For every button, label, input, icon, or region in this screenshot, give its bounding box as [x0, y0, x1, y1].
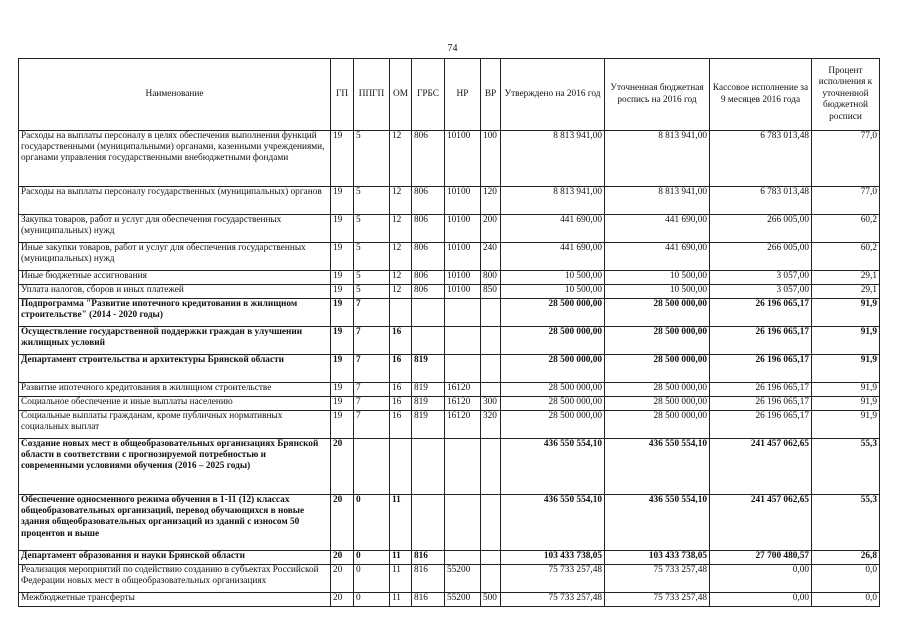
cell-gp: 19: [331, 383, 354, 397]
cell-grbs: 806: [412, 243, 445, 271]
cell-vr: [481, 355, 501, 383]
cell-vr: 200: [481, 215, 501, 243]
cell-refined: 28 500 000,00: [605, 355, 710, 383]
cell-cash: 266 005,00: [710, 243, 812, 271]
cell-om: 12: [390, 131, 412, 187]
cell-grbs: 806: [412, 271, 445, 285]
cell-cash: 241 457 062,65: [710, 495, 812, 551]
cell-cash: 26 196 065,17: [710, 383, 812, 397]
cell-refined: 8 813 941,00: [605, 131, 710, 187]
cell-percent: 91,9: [812, 299, 880, 327]
cell-vr: 100: [481, 131, 501, 187]
cell-grbs: 816: [412, 565, 445, 593]
cell-approved: 28 500 000,00: [501, 327, 605, 355]
cell-ppgp: 5: [354, 215, 390, 243]
cell-ppgp: 0: [354, 593, 390, 607]
cell-vr: [481, 551, 501, 565]
cell-vr: [481, 299, 501, 327]
cell-grbs: 819: [412, 383, 445, 397]
cell-ppgp: 7: [354, 397, 390, 411]
cell-cash: 26 196 065,17: [710, 327, 812, 355]
cell-cash: 3 057,00: [710, 271, 812, 285]
table-row: [19, 327, 880, 355]
cell-cash: 0,00: [710, 565, 812, 593]
cell-percent: 91,9: [812, 327, 880, 355]
cell-refined: 436 550 554,10: [605, 495, 710, 551]
cell-vr: 800: [481, 271, 501, 285]
cell-name: Подпрограмма "Развитие ипотечного кредитования в жилищном строительстве" (2014 - 2020 годы): [19, 299, 331, 327]
table-row: [19, 383, 880, 397]
cell-percent: 91,9: [812, 411, 880, 439]
cell-om: 12: [390, 285, 412, 299]
budget-execution-table: [18, 58, 880, 607]
cell-np: 55200: [445, 565, 481, 593]
cell-cash: 3 057,00: [710, 285, 812, 299]
cell-name: Межбюджетные трансферты: [19, 593, 331, 607]
cell-approved: 441 690,00: [501, 215, 605, 243]
table-row: [19, 285, 880, 299]
cell-name: Социальные выплаты гражданам, кроме публичных нормативных социальных выплат: [19, 411, 331, 439]
cell-np: 16120: [445, 383, 481, 397]
cell-grbs: 806: [412, 131, 445, 187]
cell-om: 16: [390, 355, 412, 383]
cell-np: [445, 299, 481, 327]
cell-np: 16120: [445, 397, 481, 411]
cell-np: [445, 495, 481, 551]
page-number: 74: [447, 43, 458, 54]
cell-approved: 436 550 554,10: [501, 439, 605, 495]
cell-approved: 10 500,00: [501, 271, 605, 285]
cell-ppgp: 5: [354, 285, 390, 299]
cell-grbs: 819: [412, 397, 445, 411]
cell-name: Иные закупки товаров, работ и услуг для обеспечения государственных (муниципальных) нужд: [19, 243, 331, 271]
cell-name: Реализация мероприятий по содействию созданию в субъектах Российской Федерации новых мест в общеобразовательных организациях: [19, 565, 331, 593]
cell-name: Департамент строительства и архитектуры Брянской области: [19, 355, 331, 383]
cell-refined: 28 500 000,00: [605, 397, 710, 411]
cell-vr: [481, 383, 501, 397]
cell-approved: 28 500 000,00: [501, 355, 605, 383]
cell-grbs: 816: [412, 593, 445, 607]
cell-percent: 77,0: [812, 187, 880, 215]
cell-refined: 10 500,00: [605, 285, 710, 299]
cell-approved: 441 690,00: [501, 243, 605, 271]
cell-grbs: 819: [412, 355, 445, 383]
cell-grbs: 806: [412, 187, 445, 215]
cell-om: [390, 299, 412, 327]
cell-percent: 55,3: [812, 439, 880, 495]
cell-gp: 20: [331, 439, 354, 495]
cell-np: 10100: [445, 243, 481, 271]
header-percent: Процент исполнения к уточненной бюджетной росписи: [812, 59, 880, 131]
cell-np: 10100: [445, 271, 481, 285]
cell-cash: 0,00: [710, 593, 812, 607]
cell-gp: 19: [331, 187, 354, 215]
cell-cash: 6 783 013,48: [710, 187, 812, 215]
header-grbs: ГРБС: [412, 59, 445, 131]
cell-gp: 19: [331, 215, 354, 243]
cell-om: 11: [390, 565, 412, 593]
cell-om: 12: [390, 271, 412, 285]
cell-om: 16: [390, 411, 412, 439]
cell-vr: 320: [481, 411, 501, 439]
cell-name: Закупка товаров, работ и услуг для обеспечения государственных (муниципальных) нужд: [19, 215, 331, 243]
cell-ppgp: 5: [354, 131, 390, 187]
header-np: НР: [445, 59, 481, 131]
header-om: ОМ: [390, 59, 412, 131]
table-row: [19, 271, 880, 285]
cell-ppgp: 7: [354, 383, 390, 397]
header-name: Наименование: [19, 59, 331, 131]
cell-approved: 75 733 257,48: [501, 565, 605, 593]
header-refined: Уточненная бюджетная роспись на 2016 год: [605, 59, 710, 131]
cell-percent: 60,2: [812, 243, 880, 271]
cell-om: 11: [390, 495, 412, 551]
cell-gp: 19: [331, 397, 354, 411]
cell-percent: 29,1: [812, 271, 880, 285]
cell-name: Обеспечение односменного режима обучения в 1-11 (12) классах общеобразовательных организаций, перевод обучающихся в новые здания общеобразовательных организаций из зданий с износом 50 процентов и выше: [19, 495, 331, 551]
cell-ppgp: [354, 439, 390, 495]
cell-om: 16: [390, 327, 412, 355]
cell-ppgp: 0: [354, 495, 390, 551]
cell-refined: 10 500,00: [605, 271, 710, 285]
cell-grbs: 819: [412, 411, 445, 439]
cell-grbs: [412, 299, 445, 327]
cell-ppgp: 7: [354, 411, 390, 439]
cell-name: Социальное обеспечение и иные выплаты населению: [19, 397, 331, 411]
cell-np: 16120: [445, 411, 481, 439]
cell-vr: 500: [481, 593, 501, 607]
table-row: [19, 411, 880, 439]
cell-om: 12: [390, 215, 412, 243]
table-row: [19, 397, 880, 411]
cell-ppgp: 5: [354, 187, 390, 215]
cell-name: Развитие ипотечного кредитования в жилищном строительстве: [19, 383, 331, 397]
table-row: [19, 299, 880, 327]
header-vr: ВР: [481, 59, 501, 131]
cell-gp: 19: [331, 271, 354, 285]
cell-np: [445, 439, 481, 495]
cell-name: Уплата налогов, сборов и иных платежей: [19, 285, 331, 299]
cell-gp: 19: [331, 285, 354, 299]
cell-refined: 8 813 941,00: [605, 187, 710, 215]
cell-cash: 241 457 062,65: [710, 439, 812, 495]
cell-approved: 28 500 000,00: [501, 397, 605, 411]
table-row: [19, 593, 880, 607]
header-cash: Кассовое исполнение за 9 месяцев 2016 года: [710, 59, 812, 131]
cell-approved: 103 433 738,05: [501, 551, 605, 565]
cell-vr: 850: [481, 285, 501, 299]
cell-approved: 8 813 941,00: [501, 131, 605, 187]
header-ppgp: ППГП: [354, 59, 390, 131]
cell-percent: 55,3: [812, 495, 880, 551]
cell-vr: 120: [481, 187, 501, 215]
table-body: [19, 131, 880, 607]
cell-np: 55200: [445, 593, 481, 607]
cell-cash: 27 700 480,57: [710, 551, 812, 565]
cell-grbs: [412, 327, 445, 355]
cell-gp: 19: [331, 243, 354, 271]
header-approved: Утверждено на 2016 год: [501, 59, 605, 131]
cell-grbs: 806: [412, 215, 445, 243]
cell-ppgp: 5: [354, 271, 390, 285]
cell-approved: 28 500 000,00: [501, 383, 605, 397]
cell-np: 10100: [445, 285, 481, 299]
cell-grbs: 816: [412, 551, 445, 565]
cell-gp: 20: [331, 565, 354, 593]
cell-cash: 26 196 065,17: [710, 411, 812, 439]
cell-np: 10100: [445, 187, 481, 215]
table-row: [19, 215, 880, 243]
table-row: [19, 131, 880, 187]
cell-refined: 28 500 000,00: [605, 299, 710, 327]
cell-cash: 26 196 065,17: [710, 299, 812, 327]
cell-refined: 75 733 257,48: [605, 593, 710, 607]
cell-name: Осуществление государственной поддержки граждан в улучшении жилищных условий: [19, 327, 331, 355]
cell-name: Департамент образования и науки Брянской области: [19, 551, 331, 565]
cell-approved: 75 733 257,48: [501, 593, 605, 607]
cell-np: [445, 551, 481, 565]
table-row: [19, 495, 880, 551]
cell-ppgp: 7: [354, 355, 390, 383]
cell-cash: 26 196 065,17: [710, 355, 812, 383]
cell-om: 12: [390, 243, 412, 271]
cell-np: 10100: [445, 131, 481, 187]
cell-grbs: [412, 439, 445, 495]
cell-refined: 441 690,00: [605, 243, 710, 271]
header-gp: ГП: [331, 59, 354, 131]
cell-ppgp: 0: [354, 551, 390, 565]
table-row: [19, 187, 880, 215]
cell-grbs: [412, 495, 445, 551]
cell-refined: 28 500 000,00: [605, 383, 710, 397]
cell-ppgp: 0: [354, 565, 390, 593]
cell-name: Создание новых мест в общеобразовательных организациях Брянской области в соответствии с прогнозируемой потребностью и современными условиями обучения (2016 – 2025 годы): [19, 439, 331, 495]
cell-gp: 19: [331, 299, 354, 327]
cell-name: Иные бюджетные ассигнования: [19, 271, 331, 285]
cell-gp: 19: [331, 355, 354, 383]
cell-grbs: 806: [412, 285, 445, 299]
cell-cash: 26 196 065,17: [710, 397, 812, 411]
cell-gp: 19: [331, 131, 354, 187]
cell-refined: 436 550 554,10: [605, 439, 710, 495]
cell-percent: 91,9: [812, 383, 880, 397]
cell-percent: 0,0: [812, 593, 880, 607]
cell-om: [390, 439, 412, 495]
cell-om: 16: [390, 397, 412, 411]
cell-approved: 8 813 941,00: [501, 187, 605, 215]
cell-vr: [481, 439, 501, 495]
cell-vr: [481, 327, 501, 355]
cell-ppgp: 7: [354, 327, 390, 355]
table-row: [19, 439, 880, 495]
cell-gp: 20: [331, 551, 354, 565]
cell-vr: [481, 565, 501, 593]
cell-om: 16: [390, 383, 412, 397]
cell-approved: 436 550 554,10: [501, 495, 605, 551]
cell-np: 10100: [445, 215, 481, 243]
cell-refined: 75 733 257,48: [605, 565, 710, 593]
cell-ppgp: 5: [354, 243, 390, 271]
cell-percent: 29,1: [812, 285, 880, 299]
cell-refined: 103 433 738,05: [605, 551, 710, 565]
cell-vr: 300: [481, 397, 501, 411]
cell-refined: 441 690,00: [605, 215, 710, 243]
table-row: [19, 551, 880, 565]
cell-percent: 60,2: [812, 215, 880, 243]
cell-om: 11: [390, 551, 412, 565]
cell-gp: 19: [331, 327, 354, 355]
cell-refined: 28 500 000,00: [605, 327, 710, 355]
cell-om: 12: [390, 187, 412, 215]
cell-refined: 28 500 000,00: [605, 411, 710, 439]
cell-gp: 20: [331, 495, 354, 551]
cell-vr: [481, 495, 501, 551]
cell-np: [445, 327, 481, 355]
cell-gp: 20: [331, 593, 354, 607]
cell-percent: 91,9: [812, 355, 880, 383]
cell-om: 11: [390, 593, 412, 607]
cell-percent: 26,8: [812, 551, 880, 565]
cell-percent: 0,0: [812, 565, 880, 593]
table-row: [19, 355, 880, 383]
table-row: [19, 565, 880, 593]
cell-name: Расходы на выплаты персоналу государственных (муниципальных) органов: [19, 187, 331, 215]
cell-cash: 266 005,00: [710, 215, 812, 243]
cell-name: Расходы на выплаты персоналу в целях обеспечения выполнения функций государственными (муниципальными) органами, казенными учреждениями, органами управления государственными внебюджетными фондами: [19, 131, 331, 187]
cell-cash: 6 783 013,48: [710, 131, 812, 187]
cell-np: [445, 355, 481, 383]
cell-approved: 28 500 000,00: [501, 411, 605, 439]
cell-approved: 10 500,00: [501, 285, 605, 299]
cell-approved: 28 500 000,00: [501, 299, 605, 327]
cell-ppgp: 7: [354, 299, 390, 327]
cell-vr: 240: [481, 243, 501, 271]
cell-gp: 19: [331, 411, 354, 439]
cell-percent: 77,0: [812, 131, 880, 187]
table-row: [19, 243, 880, 271]
cell-percent: 91,9: [812, 397, 880, 411]
